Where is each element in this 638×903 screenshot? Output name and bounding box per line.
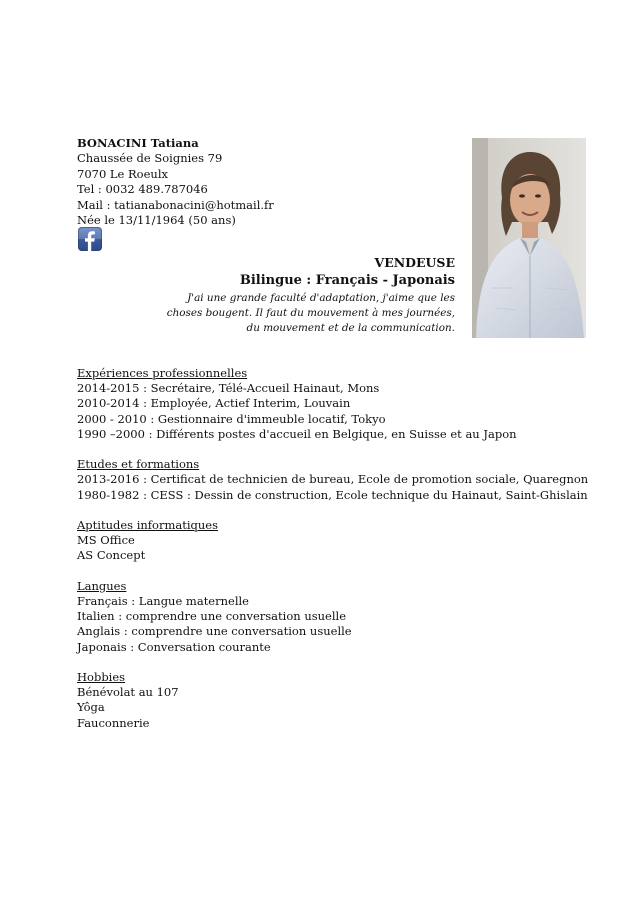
section-languages <box>77 579 588 655</box>
candidate-name: BONACINI Tatiana <box>77 136 199 150</box>
list-item: MS Office <box>77 533 135 548</box>
list-item: 2000 - 2010 : Gestionnaire d'immeuble locatif, Tokyo <box>77 411 386 426</box>
language-headline: Bilingue : Français - Japonais <box>239 273 455 288</box>
section-title: Aptitudes informatiques <box>77 518 219 532</box>
section-title: Etudes et formations <box>77 457 200 472</box>
contact-block <box>77 136 274 228</box>
list-item: 1990 –2000 : Différents postes d'accueil en Belgique, en Suisse et au Japon <box>77 426 517 441</box>
profile-photo <box>472 138 586 338</box>
section-hobbies <box>77 670 588 731</box>
headline-block <box>240 254 455 290</box>
facebook-icon[interactable] <box>78 227 102 251</box>
job-title: VENDEUSE <box>374 255 455 270</box>
statement-line: choses bougent. Il faut du mouvement à mes journées, <box>166 307 455 319</box>
address-city: 7070 Le Roeulx <box>77 166 168 181</box>
section-education <box>77 457 588 503</box>
address-street: Chaussée de Soignies 79 <box>77 151 223 166</box>
section-title: Expériences professionnelles <box>77 366 248 380</box>
cv-sections <box>77 366 588 746</box>
list-item: Italien : comprendre une conversation usuelle <box>77 609 347 624</box>
email-address: Mail : tatianabonacini@hotmail.fr <box>77 197 274 212</box>
list-item: Français : Langue maternelle <box>77 594 249 608</box>
list-item: Yôga <box>77 700 105 715</box>
list-item: Japonais : Conversation courante <box>77 639 271 654</box>
list-item: 1980-1982 : CESS : Dessin de construction, Ecole technique du Hainaut, Saint-Ghislain <box>77 487 588 502</box>
phone-number: Tel : 0032 489.787046 <box>77 182 208 197</box>
list-item: AS Concept <box>77 548 146 563</box>
statement-line: J'ai une grande faculté d'adaptation, j'aime que les <box>187 292 455 304</box>
section-experience <box>77 366 588 442</box>
statement-line: du mouvement et de la communication. <box>246 322 455 334</box>
list-item: 2010-2014 : Employée, Actief Interim, Louvain <box>77 396 351 411</box>
personal-statement <box>167 291 455 336</box>
birth-date: Née le 13/11/1964 (50 ans) <box>77 213 236 228</box>
list-item: Anglais : comprendre une conversation usuelle <box>77 624 352 639</box>
section-title: Langues <box>77 578 127 593</box>
section-it-skills <box>77 518 588 564</box>
list-item: Fauconnerie <box>77 715 150 730</box>
section-title: Hobbies <box>77 670 126 684</box>
list-item: 2013-2016 : Certificat de technicien de bureau, Ecole de promotion sociale, Quaregnon <box>77 472 589 487</box>
list-item: 2014-2015 : Secrétaire, Télé-Accueil Hainaut, Mons <box>77 381 380 396</box>
list-item: Bénévolat au 107 <box>77 685 179 700</box>
